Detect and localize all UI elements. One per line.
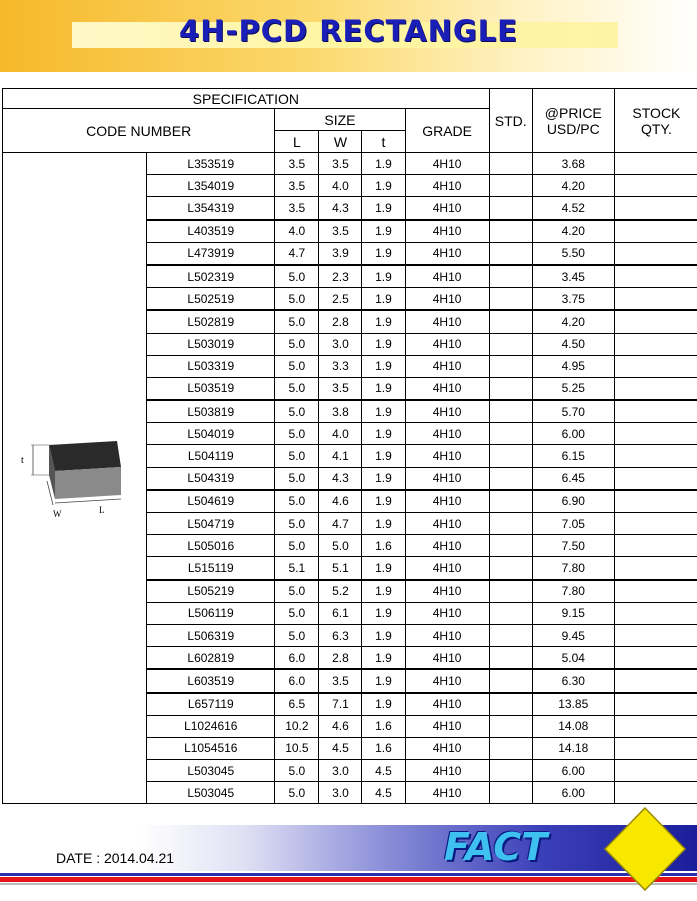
w-cell: 5.1 bbox=[319, 557, 362, 580]
price-cell: 3.68 bbox=[532, 153, 614, 175]
code-cell: L504619 bbox=[147, 490, 275, 513]
specification-header: SPECIFICATION bbox=[3, 89, 490, 109]
code-cell: L603519 bbox=[147, 669, 275, 692]
code-cell: L505219 bbox=[147, 580, 275, 603]
stock-cell bbox=[614, 715, 697, 737]
std-cell bbox=[489, 288, 532, 311]
price-cell: 3.45 bbox=[532, 265, 614, 288]
l-cell: 5.0 bbox=[275, 580, 319, 603]
t-cell: 1.9 bbox=[362, 624, 405, 646]
code-cell: L354319 bbox=[147, 197, 275, 220]
grade-cell: 4H10 bbox=[405, 288, 489, 311]
l-cell: 5.0 bbox=[275, 535, 319, 557]
t-cell: 1.9 bbox=[362, 580, 405, 603]
stock-header-line1: STOCK bbox=[632, 104, 681, 121]
l-cell: 5.0 bbox=[275, 423, 319, 445]
t-cell: 1.9 bbox=[362, 377, 405, 400]
grade-cell: 4H10 bbox=[405, 333, 489, 355]
t-cell: 1.9 bbox=[362, 220, 405, 243]
code-cell: L1054516 bbox=[147, 737, 275, 759]
std-cell bbox=[489, 760, 532, 782]
code-cell: L657119 bbox=[147, 693, 275, 716]
price-cell: 4.20 bbox=[532, 175, 614, 197]
std-header: STD. bbox=[489, 89, 532, 153]
std-cell bbox=[489, 377, 532, 400]
grade-cell: 4H10 bbox=[405, 624, 489, 646]
l-cell: 5.0 bbox=[275, 467, 319, 490]
grade-header: GRADE bbox=[405, 109, 489, 153]
grade-cell: 4H10 bbox=[405, 513, 489, 535]
std-cell bbox=[489, 513, 532, 535]
code-cell: L502819 bbox=[147, 310, 275, 333]
stock-cell bbox=[614, 669, 697, 692]
grade-cell: 4H10 bbox=[405, 557, 489, 580]
std-cell bbox=[489, 624, 532, 646]
blank-front-face bbox=[55, 467, 121, 499]
w-cell: 4.7 bbox=[319, 513, 362, 535]
code-cell: L504119 bbox=[147, 445, 275, 467]
grade-cell: 4H10 bbox=[405, 423, 489, 445]
std-cell bbox=[489, 265, 532, 288]
price-cell: 6.90 bbox=[532, 490, 614, 513]
std-cell bbox=[489, 175, 532, 197]
t-cell: 4.5 bbox=[362, 760, 405, 782]
std-cell bbox=[489, 782, 532, 804]
w-cell: 3.5 bbox=[319, 220, 362, 243]
price-cell: 6.00 bbox=[532, 423, 614, 445]
stock-cell bbox=[614, 333, 697, 355]
diagram-label-t: t bbox=[21, 454, 24, 466]
std-cell bbox=[489, 423, 532, 445]
price-header bbox=[532, 89, 614, 153]
w-cell: 2.5 bbox=[319, 288, 362, 311]
w-cell: 3.8 bbox=[319, 400, 362, 423]
code-cell: L504719 bbox=[147, 513, 275, 535]
l-cell: 5.0 bbox=[275, 310, 319, 333]
price-cell: 14.18 bbox=[532, 737, 614, 759]
l-header: L bbox=[275, 131, 319, 153]
code-cell: L502519 bbox=[147, 288, 275, 311]
product-diagram-cell bbox=[3, 153, 147, 804]
length-dim-line bbox=[55, 499, 121, 503]
std-cell bbox=[489, 602, 532, 624]
w-cell: 3.5 bbox=[319, 377, 362, 400]
code-cell: L506119 bbox=[147, 602, 275, 624]
grade-cell: 4H10 bbox=[405, 647, 489, 670]
code-cell: L1024616 bbox=[147, 715, 275, 737]
stock-cell bbox=[614, 580, 697, 603]
t-cell: 1.9 bbox=[362, 669, 405, 692]
grade-cell: 4H10 bbox=[405, 445, 489, 467]
l-cell: 4.0 bbox=[275, 220, 319, 243]
price-cell: 13.85 bbox=[532, 693, 614, 716]
w-cell: 3.5 bbox=[319, 669, 362, 692]
t-cell: 1.9 bbox=[362, 490, 405, 513]
code-cell: L353519 bbox=[147, 153, 275, 175]
std-cell bbox=[489, 490, 532, 513]
code-cell: L503045 bbox=[147, 782, 275, 804]
w-cell: 4.6 bbox=[319, 490, 362, 513]
w-cell: 4.3 bbox=[319, 197, 362, 220]
std-cell bbox=[489, 400, 532, 423]
l-cell: 10.2 bbox=[275, 715, 319, 737]
t-cell: 1.9 bbox=[362, 557, 405, 580]
l-cell: 6.0 bbox=[275, 647, 319, 670]
std-cell bbox=[489, 220, 532, 243]
diagram-label-l: L bbox=[99, 504, 105, 515]
stock-cell bbox=[614, 220, 697, 243]
grade-cell: 4H10 bbox=[405, 377, 489, 400]
fact-logo: FACT bbox=[444, 825, 548, 869]
stock-cell bbox=[614, 445, 697, 467]
std-cell bbox=[489, 647, 532, 670]
w-cell: 3.0 bbox=[319, 760, 362, 782]
grade-cell: 4H10 bbox=[405, 669, 489, 692]
code-cell: L403519 bbox=[147, 220, 275, 243]
l-cell: 6.5 bbox=[275, 693, 319, 716]
stock-cell bbox=[614, 624, 697, 646]
stock-cell bbox=[614, 310, 697, 333]
std-cell bbox=[489, 467, 532, 490]
stock-cell bbox=[614, 782, 697, 804]
w-cell: 3.9 bbox=[319, 242, 362, 265]
grade-cell: 4H10 bbox=[405, 220, 489, 243]
stock-cell bbox=[614, 467, 697, 490]
price-cell: 6.15 bbox=[532, 445, 614, 467]
w-cell: 3.0 bbox=[319, 782, 362, 804]
code-cell: L503045 bbox=[147, 760, 275, 782]
std-cell bbox=[489, 737, 532, 759]
footer-blue-line bbox=[0, 873, 697, 876]
stock-cell bbox=[614, 377, 697, 400]
stock-cell bbox=[614, 423, 697, 445]
l-cell: 5.0 bbox=[275, 490, 319, 513]
l-cell: 5.0 bbox=[275, 782, 319, 804]
grade-cell: 4H10 bbox=[405, 355, 489, 377]
std-cell bbox=[489, 355, 532, 377]
code-cell: L503319 bbox=[147, 355, 275, 377]
yellow-diamond-icon bbox=[603, 806, 687, 892]
w-cell: 3.3 bbox=[319, 355, 362, 377]
spec-table bbox=[2, 88, 697, 804]
stock-cell bbox=[614, 557, 697, 580]
w-header: W bbox=[319, 131, 362, 153]
stock-cell bbox=[614, 760, 697, 782]
w-cell: 5.2 bbox=[319, 580, 362, 603]
t-cell: 1.9 bbox=[362, 355, 405, 377]
l-cell: 5.0 bbox=[275, 400, 319, 423]
price-cell: 4.20 bbox=[532, 220, 614, 243]
t-cell: 1.9 bbox=[362, 333, 405, 355]
std-cell bbox=[489, 693, 532, 716]
stock-cell bbox=[614, 153, 697, 175]
code-cell: L503819 bbox=[147, 400, 275, 423]
std-cell bbox=[489, 535, 532, 557]
stock-header bbox=[614, 89, 697, 153]
grade-cell: 4H10 bbox=[405, 400, 489, 423]
code-cell: L505016 bbox=[147, 535, 275, 557]
w-cell: 4.5 bbox=[319, 737, 362, 759]
t-cell: 1.9 bbox=[362, 467, 405, 490]
l-cell: 3.5 bbox=[275, 153, 319, 175]
footer-gray-line bbox=[0, 883, 697, 885]
stock-cell bbox=[614, 400, 697, 423]
l-cell: 3.5 bbox=[275, 197, 319, 220]
price-header-line2: USD/PC bbox=[546, 120, 600, 137]
date-label: DATE : 2014.04.21 bbox=[56, 850, 175, 866]
code-cell: L515119 bbox=[147, 557, 275, 580]
stock-header-line2: QTY. bbox=[640, 120, 672, 137]
stock-cell bbox=[614, 242, 697, 265]
l-cell: 5.0 bbox=[275, 760, 319, 782]
grade-cell: 4H10 bbox=[405, 535, 489, 557]
w-cell: 5.0 bbox=[319, 535, 362, 557]
size-header: SIZE bbox=[275, 109, 405, 131]
l-cell: 6.0 bbox=[275, 669, 319, 692]
price-cell: 9.15 bbox=[532, 602, 614, 624]
t-cell: 1.9 bbox=[362, 242, 405, 265]
w-cell: 6.3 bbox=[319, 624, 362, 646]
stock-cell bbox=[614, 535, 697, 557]
t-cell: 1.9 bbox=[362, 647, 405, 670]
l-cell: 3.5 bbox=[275, 175, 319, 197]
l-cell: 5.0 bbox=[275, 377, 319, 400]
t-header: t bbox=[362, 131, 405, 153]
w-cell: 4.1 bbox=[319, 445, 362, 467]
l-cell: 5.0 bbox=[275, 265, 319, 288]
t-cell: 1.9 bbox=[362, 265, 405, 288]
rectangle-blank-diagram bbox=[3, 417, 147, 537]
price-cell: 4.50 bbox=[532, 333, 614, 355]
footer bbox=[0, 822, 697, 901]
grade-cell: 4H10 bbox=[405, 602, 489, 624]
t-cell: 1.6 bbox=[362, 715, 405, 737]
t-cell: 1.9 bbox=[362, 423, 405, 445]
grade-cell: 4H10 bbox=[405, 760, 489, 782]
t-cell: 1.9 bbox=[362, 197, 405, 220]
price-cell: 5.70 bbox=[532, 400, 614, 423]
stock-cell bbox=[614, 602, 697, 624]
t-cell: 1.9 bbox=[362, 175, 405, 197]
price-cell: 7.05 bbox=[532, 513, 614, 535]
w-cell: 2.8 bbox=[319, 310, 362, 333]
code-cell: L473919 bbox=[147, 242, 275, 265]
l-cell: 5.0 bbox=[275, 624, 319, 646]
grade-cell: 4H10 bbox=[405, 580, 489, 603]
price-cell: 5.04 bbox=[532, 647, 614, 670]
w-cell: 2.8 bbox=[319, 647, 362, 670]
std-cell bbox=[489, 715, 532, 737]
blank-top-face bbox=[49, 441, 121, 471]
w-cell: 7.1 bbox=[319, 693, 362, 716]
price-cell: 6.45 bbox=[532, 467, 614, 490]
t-cell: 1.9 bbox=[362, 288, 405, 311]
stock-cell bbox=[614, 490, 697, 513]
grade-cell: 4H10 bbox=[405, 153, 489, 175]
grade-cell: 4H10 bbox=[405, 490, 489, 513]
stock-cell bbox=[614, 197, 697, 220]
t-cell: 1.9 bbox=[362, 693, 405, 716]
l-cell: 5.0 bbox=[275, 355, 319, 377]
t-cell: 1.9 bbox=[362, 602, 405, 624]
w-cell: 4.6 bbox=[319, 715, 362, 737]
std-cell bbox=[489, 242, 532, 265]
code-cell: L504319 bbox=[147, 467, 275, 490]
stock-cell bbox=[614, 355, 697, 377]
w-cell: 4.0 bbox=[319, 423, 362, 445]
stock-cell bbox=[614, 693, 697, 716]
w-cell: 3.0 bbox=[319, 333, 362, 355]
std-cell bbox=[489, 197, 532, 220]
price-cell: 4.52 bbox=[532, 197, 614, 220]
t-cell: 1.9 bbox=[362, 400, 405, 423]
code-cell: L504019 bbox=[147, 423, 275, 445]
w-cell: 6.1 bbox=[319, 602, 362, 624]
stock-cell bbox=[614, 513, 697, 535]
t-cell: 4.5 bbox=[362, 782, 405, 804]
title-banner bbox=[0, 0, 697, 72]
price-cell: 14.08 bbox=[532, 715, 614, 737]
footer-red-line bbox=[0, 877, 697, 882]
l-cell: 5.1 bbox=[275, 557, 319, 580]
code-cell: L506319 bbox=[147, 624, 275, 646]
std-cell bbox=[489, 669, 532, 692]
price-cell: 6.30 bbox=[532, 669, 614, 692]
t-cell: 1.6 bbox=[362, 737, 405, 759]
stock-cell bbox=[614, 647, 697, 670]
l-cell: 4.7 bbox=[275, 242, 319, 265]
grade-cell: 4H10 bbox=[405, 175, 489, 197]
t-cell: 1.9 bbox=[362, 445, 405, 467]
grade-cell: 4H10 bbox=[405, 737, 489, 759]
l-cell: 5.0 bbox=[275, 445, 319, 467]
grade-cell: 4H10 bbox=[405, 310, 489, 333]
l-cell: 5.0 bbox=[275, 513, 319, 535]
price-cell: 6.00 bbox=[532, 782, 614, 804]
l-cell: 5.0 bbox=[275, 288, 319, 311]
t-cell: 1.9 bbox=[362, 310, 405, 333]
price-cell: 9.45 bbox=[532, 624, 614, 646]
price-cell: 5.50 bbox=[532, 242, 614, 265]
grade-cell: 4H10 bbox=[405, 693, 489, 716]
std-cell bbox=[489, 333, 532, 355]
table-row bbox=[3, 153, 697, 175]
price-cell: 7.80 bbox=[532, 580, 614, 603]
stock-cell bbox=[614, 737, 697, 759]
price-cell: 7.80 bbox=[532, 557, 614, 580]
grade-cell: 4H10 bbox=[405, 715, 489, 737]
code-cell: L502319 bbox=[147, 265, 275, 288]
price-cell: 5.25 bbox=[532, 377, 614, 400]
code-number-header: CODE NUMBER bbox=[3, 109, 275, 153]
page-title: 4H-PCD RECTANGLE bbox=[179, 14, 518, 48]
price-header-line1: @PRICE bbox=[544, 104, 602, 121]
std-cell bbox=[489, 445, 532, 467]
l-cell: 5.0 bbox=[275, 602, 319, 624]
std-cell bbox=[489, 580, 532, 603]
code-cell: L602819 bbox=[147, 647, 275, 670]
w-cell: 4.3 bbox=[319, 467, 362, 490]
l-cell: 10.5 bbox=[275, 737, 319, 759]
std-cell bbox=[489, 557, 532, 580]
grade-cell: 4H10 bbox=[405, 265, 489, 288]
std-cell bbox=[489, 153, 532, 175]
code-cell: L503519 bbox=[147, 377, 275, 400]
t-cell: 1.9 bbox=[362, 153, 405, 175]
price-cell: 7.50 bbox=[532, 535, 614, 557]
grade-cell: 4H10 bbox=[405, 782, 489, 804]
t-cell: 1.6 bbox=[362, 535, 405, 557]
l-cell: 5.0 bbox=[275, 333, 319, 355]
std-cell bbox=[489, 310, 532, 333]
stock-cell bbox=[614, 265, 697, 288]
spec-table-body bbox=[3, 153, 697, 804]
grade-cell: 4H10 bbox=[405, 242, 489, 265]
w-cell: 4.0 bbox=[319, 175, 362, 197]
price-cell: 4.20 bbox=[532, 310, 614, 333]
price-cell: 4.95 bbox=[532, 355, 614, 377]
grade-cell: 4H10 bbox=[405, 197, 489, 220]
price-cell: 3.75 bbox=[532, 288, 614, 311]
price-cell: 6.00 bbox=[532, 760, 614, 782]
stock-cell bbox=[614, 175, 697, 197]
code-cell: L354019 bbox=[147, 175, 275, 197]
code-cell: L503019 bbox=[147, 333, 275, 355]
stock-cell bbox=[614, 288, 697, 311]
grade-cell: 4H10 bbox=[405, 467, 489, 490]
diagram-label-w: W bbox=[53, 508, 62, 519]
w-cell: 2.3 bbox=[319, 265, 362, 288]
t-cell: 1.9 bbox=[362, 513, 405, 535]
w-cell: 3.5 bbox=[319, 153, 362, 175]
